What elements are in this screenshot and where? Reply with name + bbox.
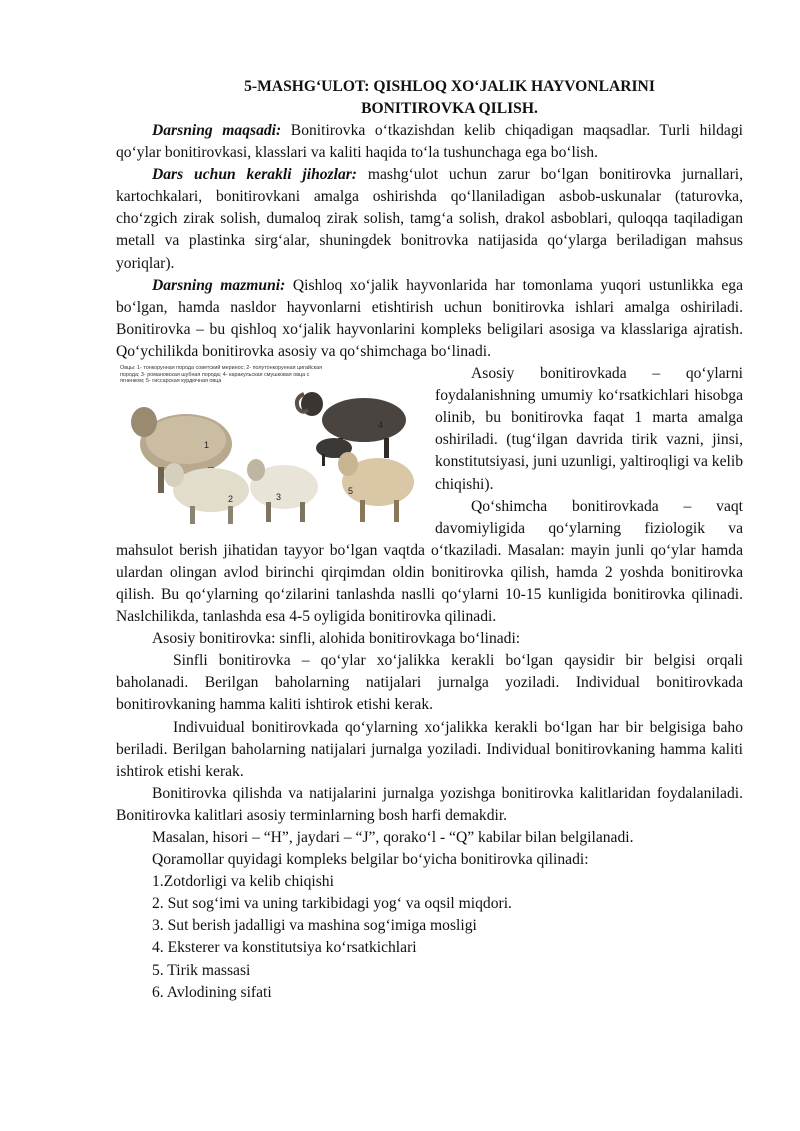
- list-item: 3. Sut berish jadalligi va mashina sog‘imiga mosligi: [152, 917, 477, 935]
- list-item: 1.Zotdorligi va kelib chiqishi: [152, 873, 334, 891]
- figure-label-5: 5: [348, 486, 354, 497]
- paragraph-asosiy-types: Asosiy bonitirovka: sinfli, alohida bonitirovkaga bo‘linadi:: [152, 630, 521, 648]
- sheep-2-icon: [164, 463, 249, 524]
- paragraph-individual: Indivuidual bonitirovkada qo‘ylarning xo‘jalikka kerakli bo‘lgan har bir belgisiga baho beriladi. Berilgan baholarning natijalari jurnalga yoziladi. Individual bonitirovkaning hamma kaliti ishtirok etishi kerak.: [116, 718, 743, 780]
- paragraph-asosiy: Asosiy bonitirovkada – qo‘ylarni foydalanishning umumiy ko‘rsatkichlari hisobga olinib, bu bonitirovka faqat 1 marta amalga oshiriladi. (tug‘ilgan davrida tirik vazni, jinsi, konstitutsiyasi, juni uzunligi, yaltiroqligi va kelib chiqishi).: [435, 365, 743, 493]
- equipment-paragraph: [116, 164, 743, 274]
- paragraph-qoramollar: Qoramollar quyidagi kompleks belgilar bo‘yicha bonitirovka qilinadi:: [152, 851, 589, 869]
- list-item: 2. Sut sog‘imi va uning tarkibidagi yog‘ va oqsil miqdori.: [152, 895, 512, 913]
- criteria-list: [116, 871, 743, 1004]
- paragraph-sinfli: Sinfli bonitirovka – qo‘ylar xo‘jalikka kerakli bo‘lgan qaysidir bir belgisi orqali baholanadi. Berilgan baholarning natijalari jurnalga yoziladi. Individual bonitirovkada bonitirovkaning hamma kaliti ishtirok etishi kerak.: [116, 652, 743, 714]
- figure-label-4: 4: [378, 420, 384, 431]
- aim-label: Darsning maqsadi:: [152, 122, 282, 139]
- title-line-1: 5-MASHG‘ULOT: QISHLOQ XO‘JALIK HAYVONLARINI: [244, 78, 655, 95]
- figure-label-1: 1: [204, 440, 210, 451]
- content-label: Darsning mazmuni:: [152, 276, 286, 294]
- aim-paragraph: [116, 120, 743, 164]
- title-line-2: BONITIROVKA QILISH.: [361, 100, 538, 117]
- content-paragraph: [116, 275, 743, 363]
- sheep-3-icon: [247, 459, 318, 522]
- content-text: Qishloq xo‘jalik hayvonlarida har tomonlama yuqori ustunlikka ega bo‘lgan, hamda nasldor hayvonlarni etishtirish uchun bonitirovka ishlari amalga oshiriladi. Bonitirovka – bu qishloq xo‘jalik hayvonlarini kompleks beligilari asosiga va klasslariga ajratish. Qo‘ychilikda bonitirovka asosiy va qo‘shimchaga bo‘linadi.: [116, 276, 743, 360]
- equipment-text: mashg‘ulot uchun zarur bo‘lgan bonitirovka jurnallari, kartochkalari, bonitirovkani amalga oshirishda qo‘llaniladigan asbob-uskunalar (taturovka, cho‘zgich zirak solish, dumaloq zirak solish, tamg‘a solish, drakol asboblari, quloqqa taqiladigan metall va plastinka sirg‘alar, shuningdek bonitrovka natijasida qo‘ylarga beriladigan mahsus yoriqlar).: [116, 166, 744, 272]
- paragraph-kalitlar: Bonitirovka qilishda va natijalarini jurnalga yozishga bonitirovka kalitlaridan foydalaniladi. Bonitirovka kalitlari asosiy terminlarning bosh harfi demakdir.: [116, 784, 743, 824]
- list-item: 5. Tirik massasi: [152, 961, 251, 979]
- figure-label-3: 3: [276, 492, 282, 503]
- paragraph-masalan: Masalan, hisori – “H”, jaydari – “J”, qorako‘l - “Q” kabilar bilan belgilanadi.: [152, 829, 634, 846]
- list-item: 6. Avlodining sifati: [152, 983, 272, 1001]
- document-page: [116, 68, 743, 1004]
- list-item: 4. Eksterer va konstitutsiya ko‘rsatkichlari: [152, 939, 417, 957]
- equipment-label: Dars uchun kerakli jihozlar:: [152, 166, 358, 184]
- page-title: [116, 76, 743, 120]
- figure-label-2: 2: [228, 494, 234, 505]
- sheep-illustration: [116, 382, 418, 528]
- aim-text: Bonitirovka o‘tkazishdan kelib chiqadigan maqsadlar. Turli hildagi qo‘ylar bonitirovkasi, klasslari va kaliti haqida to‘la tushunchaga ega bo‘lish.: [116, 122, 743, 162]
- sheep-breeds-figure: [116, 364, 418, 528]
- paragraph-qoshimcha: Qo‘shimcha bonitirovkada – vaqt davomiyligida qo‘ylarning fiziologik va mahsulot berish jihatidan tayyor bo‘lgan vaqtda o‘tkaziladi. Masalan: mayin junli qo‘ylar hamda ulardan olingan avlod birinchi qirqimdan oldin bonitirovka qilish, hamda 2 yoshda bonitirovka qilish. Bu qo‘ylarning qo‘zilarini tanlashda naslli qo‘ylarni 10-15 kunligida bonitirovka qilinadi. Naslchilikda, tanlashda esa 4-5 oyligida bonitirovka qilinadi.: [116, 497, 743, 626]
- figure-caption: Овцы: 1- тонкорунная порода советский меринос; 2- полутонкорунная цигайская порода; 3- романовская шубная порода; 4- каракульская смушковая овца с ягненком; 5- гиссарская курдючная овца: [120, 365, 323, 385]
